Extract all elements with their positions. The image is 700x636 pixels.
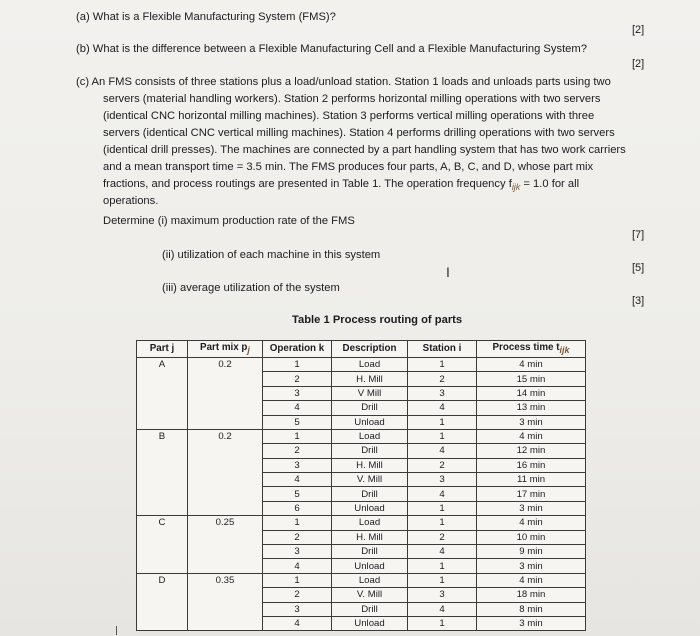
cell-process-time: 4 min xyxy=(477,357,586,371)
cell-description: H. Mill xyxy=(332,372,408,386)
table-header-row xyxy=(137,341,586,358)
frequency-subscript: ijk xyxy=(511,182,521,193)
table-row xyxy=(137,573,586,587)
cell-operation: 1 xyxy=(263,357,332,371)
cell-description: Unload xyxy=(332,415,408,429)
cell-part: D xyxy=(137,573,188,631)
cell-process-time: 4 min xyxy=(477,516,586,530)
cell-description: Load xyxy=(332,357,408,371)
cell-description: Load xyxy=(332,573,408,587)
cell-process-time: 4 min xyxy=(477,573,586,587)
cell-station: 1 xyxy=(408,573,477,587)
question-c-line-6: and a mean transport time = 3.5 min. The FMS produces four parts, A, B, C, and D, whose part mix xyxy=(103,161,594,173)
text-cursor-icon: I xyxy=(446,264,450,280)
cell-station: 1 xyxy=(408,559,477,573)
header-process-time-subscript: ijk xyxy=(559,344,570,355)
question-c-line-7-text: fractions, and process routings are presented in Table 1. The operation frequency f xyxy=(103,178,512,190)
cell-station: 3 xyxy=(408,588,477,602)
cell-station: 1 xyxy=(408,501,477,515)
cell-station: 4 xyxy=(408,487,477,501)
cell-process-time: 12 min xyxy=(477,444,586,458)
header-description: Description xyxy=(332,341,408,358)
header-part-mix-text: Part mix p xyxy=(200,342,248,353)
cell-description: Drill xyxy=(332,602,408,616)
cell-process-time: 15 min xyxy=(477,372,586,386)
cell-process-time: 8 min xyxy=(477,602,586,616)
cell-process-time: 3 min xyxy=(477,559,586,573)
cell-part-mix: 0.25 xyxy=(188,516,263,574)
cell-process-time: 3 min xyxy=(477,415,586,429)
cell-process-time: 9 min xyxy=(477,545,586,559)
table-body xyxy=(137,357,586,630)
table-caption: Table 1 Process routing of parts xyxy=(292,314,463,326)
cell-station: 4 xyxy=(408,401,477,415)
cell-operation: 4 xyxy=(263,616,332,630)
marks-i: [7] xyxy=(632,229,645,241)
marks-ii: [5] xyxy=(632,262,645,274)
cell-station: 1 xyxy=(408,516,477,530)
header-station: Station i xyxy=(408,341,477,358)
marks-b: [2] xyxy=(632,58,645,70)
cell-operation: 4 xyxy=(263,401,332,415)
cell-operation: 2 xyxy=(263,444,332,458)
cell-operation: 2 xyxy=(263,588,332,602)
cell-description: V. Mill xyxy=(332,473,408,487)
cell-station: 2 xyxy=(408,530,477,544)
header-process-time-text: Process time t xyxy=(492,342,560,353)
question-b: (b) What is the difference between a Flexible Manufacturing Cell and a Flexible Manufacturing System? xyxy=(76,43,587,55)
cell-description: Drill xyxy=(332,444,408,458)
cell-operation: 4 xyxy=(263,559,332,573)
question-c-line-4: servers (identical CNC vertical milling machines). Station 4 performs drilling operations with two servers xyxy=(103,127,615,139)
cell-operation: 5 xyxy=(263,415,332,429)
marks-a: [2] xyxy=(632,24,645,36)
question-c-line-7 xyxy=(103,177,579,194)
cell-operation: 3 xyxy=(263,458,332,472)
cell-description: Drill xyxy=(332,487,408,501)
cell-operation: 2 xyxy=(263,530,332,544)
header-operation: Operation k xyxy=(263,341,332,358)
cell-station: 2 xyxy=(408,458,477,472)
cell-process-time: 18 min xyxy=(477,588,586,602)
question-ii: (ii) utilization of each machine in this system xyxy=(162,249,381,261)
cell-operation: 5 xyxy=(263,487,332,501)
cell-operation: 1 xyxy=(263,573,332,587)
cell-station: 1 xyxy=(408,415,477,429)
cell-operation: 6 xyxy=(263,501,332,515)
cell-station: 4 xyxy=(408,444,477,458)
cell-description: Unload xyxy=(332,616,408,630)
cell-description: H. Mill xyxy=(332,530,408,544)
header-process-time xyxy=(477,341,586,358)
cell-process-time: 3 min xyxy=(477,501,586,515)
cell-operation: 1 xyxy=(263,516,332,530)
cell-part: C xyxy=(137,516,188,574)
cell-station: 2 xyxy=(408,372,477,386)
cell-process-time: 11 min xyxy=(477,473,586,487)
cell-station: 1 xyxy=(408,429,477,443)
cell-operation: 3 xyxy=(263,386,332,400)
cell-part: A xyxy=(137,357,188,429)
cell-station: 1 xyxy=(408,616,477,630)
cell-description: Drill xyxy=(332,401,408,415)
process-routing-table xyxy=(136,340,586,631)
cell-part-mix: 0.2 xyxy=(188,357,263,429)
cell-station: 3 xyxy=(408,386,477,400)
cell-description: Unload xyxy=(332,559,408,573)
cell-description: Load xyxy=(332,429,408,443)
cell-station: 1 xyxy=(408,357,477,371)
cell-operation: 3 xyxy=(263,602,332,616)
cell-process-time: 14 min xyxy=(477,386,586,400)
cell-description: H. Mill xyxy=(332,458,408,472)
table-row xyxy=(137,429,586,443)
cell-description: Unload xyxy=(332,501,408,515)
cell-part-mix: 0.35 xyxy=(188,573,263,631)
marks-iii: [3] xyxy=(632,295,645,307)
cell-description: V Mill xyxy=(332,386,408,400)
table-row xyxy=(137,516,586,530)
cell-description: Load xyxy=(332,516,408,530)
cell-station: 3 xyxy=(408,473,477,487)
cell-process-time: 3 min xyxy=(477,616,586,630)
question-c-line-7-tail: = 1.0 for all xyxy=(520,178,580,190)
cell-station: 4 xyxy=(408,602,477,616)
question-c-line-1: (c) An FMS consists of three stations plus a load/unload station. Station 1 loads and unloads parts using two xyxy=(76,76,611,88)
cell-part: B xyxy=(137,429,188,515)
question-determine: Determine (i) maximum production rate of the FMS xyxy=(103,215,355,227)
cell-description: V. Mill xyxy=(332,588,408,602)
question-c-line-8: operations. xyxy=(103,195,159,207)
cell-process-time: 4 min xyxy=(477,429,586,443)
cell-operation: 4 xyxy=(263,473,332,487)
cell-operation: 1 xyxy=(263,429,332,443)
cell-process-time: 10 min xyxy=(477,530,586,544)
cell-description: Drill xyxy=(332,545,408,559)
question-iii: (iii) average utilization of the system xyxy=(162,282,340,294)
header-part: Part j xyxy=(137,341,188,358)
question-a: (a) What is a Flexible Manufacturing System (FMS)? xyxy=(76,11,336,23)
cell-process-time: 17 min xyxy=(477,487,586,501)
table-row xyxy=(137,357,586,371)
cell-operation: 2 xyxy=(263,372,332,386)
question-c-line-5: (identical drill presses). The machines are connected by a part handling system that has two work carriers xyxy=(103,144,626,156)
cell-part-mix: 0.2 xyxy=(188,429,263,515)
cell-process-time: 13 min xyxy=(477,401,586,415)
question-c-line-2: servers (material handling workers). Station 2 performs horizontal milling operations with two servers xyxy=(103,93,601,105)
cell-process-time: 16 min xyxy=(477,458,586,472)
cell-operation: 3 xyxy=(263,545,332,559)
header-part-mix-subscript: j xyxy=(247,344,250,355)
question-c-line-3: (identical CNC horizontal milling machines). Station 3 performs vertical milling operations with three xyxy=(103,110,595,122)
cell-station: 4 xyxy=(408,545,477,559)
header-part-mix xyxy=(188,341,263,358)
margin-mark xyxy=(116,626,117,635)
